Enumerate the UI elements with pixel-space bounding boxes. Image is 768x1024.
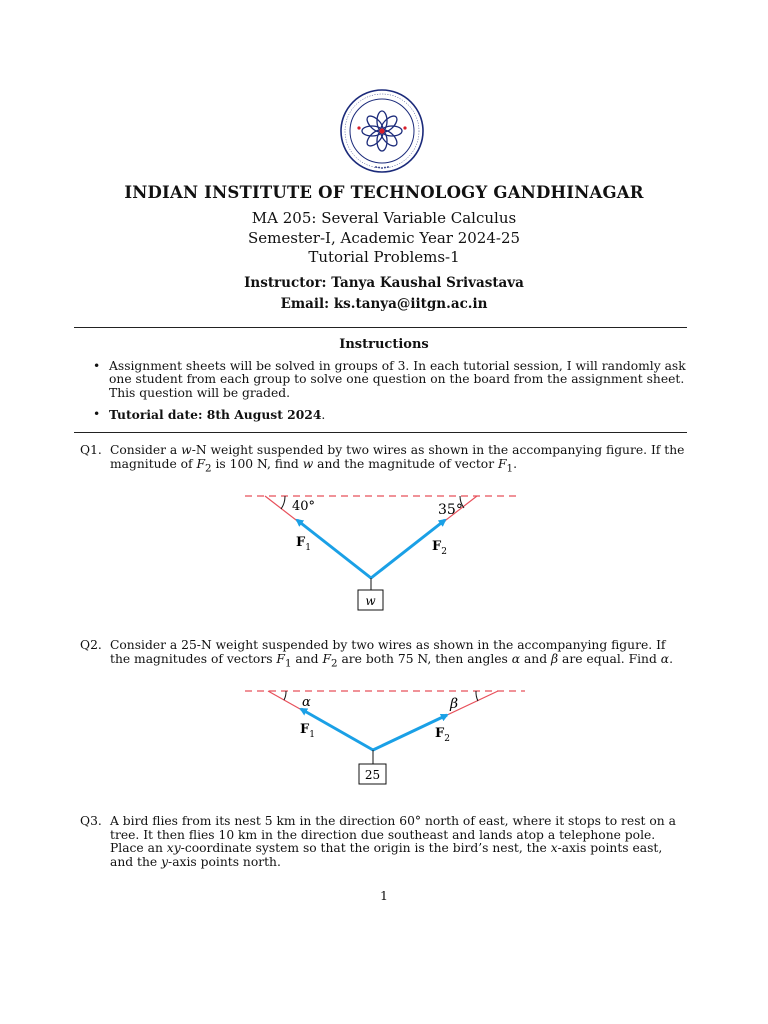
question-text: Consider a 25-N weight suspended by two wires as shown in the accompanying figure. If the magnitudes of vectors $F_1$ and $F_2$ are both 75 N, then angles α and β are equal. Find α. (110, 638, 673, 669)
figure-1 (240, 488, 520, 614)
angle-label-left: α (302, 695, 311, 710)
instructions-heading: Instructions (339, 337, 429, 352)
course-title: MA 205: Several Variable Calculus (251, 209, 517, 227)
angle-label-right: β (450, 696, 459, 712)
bullet-text: Assignment sheets will be solved in groups of 3. In each tutorial session, I will randomly ask one student from each group to solve one question on the board from the assignment sheet. This question will be graded. (109, 359, 686, 400)
question-number: Q2. (80, 638, 102, 652)
question-2 (80, 639, 688, 670)
instruction-bullet: • Tutorial date: 8th August 2024. (93, 407, 326, 422)
figure-2 (240, 684, 530, 788)
iitgn-logo (339, 88, 425, 174)
question-3 (80, 815, 688, 869)
tutorial-title: Tutorial Problems-1 (308, 248, 460, 266)
weight-label: w (365, 594, 376, 608)
divider-bottom (74, 432, 687, 433)
bullet-icon: • (93, 407, 101, 421)
angle-label-left: 40° (292, 499, 316, 514)
institute-name: INDIAN INSTITUTE OF TECHNOLOGY GANDHINAGAR (124, 183, 644, 202)
angle-arc-right (476, 691, 478, 701)
page-number: 1 (380, 888, 388, 903)
bullet-icon: • (93, 359, 101, 373)
question-number: Q3. (80, 814, 102, 828)
question-text: Consider a w-N weight suspended by two wires as shown in the accompanying figure. If the magnitude of $F_2$ is 100 N, find w and the magnitude of vector $F_1$. (110, 443, 685, 474)
f1-label: $F_1$ (300, 722, 315, 740)
instructor-line: Instructor: Tanya Kaushal Srivastava (244, 275, 524, 291)
instruction-bullet (93, 360, 688, 400)
question-text: A bird flies from its nest 5 km in the direction 60° north of east, where it stops to rest on a tree. It then flies 10 km in the direction due southeast and lands atop a telephone pole. Place an xy-coordinate system so that the origin is the bird’s nest, the x-axis points east, and the y-axis points north. (110, 814, 676, 869)
f2-label: $F_2$ (432, 539, 447, 557)
question-number: Q1. (80, 443, 102, 457)
divider-top (74, 327, 687, 328)
angle-arc-left (284, 691, 286, 700)
question-1 (80, 444, 688, 475)
email-line: Email: ks.tanya@iitgn.ac.in (280, 296, 488, 312)
semester-line: Semester-I, Academic Year 2024-25 (247, 229, 521, 247)
angle-arc-left (281, 496, 285, 509)
angle-label-right: 35° (438, 502, 463, 518)
f1-label: $F_1$ (296, 535, 311, 553)
weight-label: 25 (364, 768, 381, 782)
tutorial-date: Tutorial date: 8th August 2024 (109, 407, 322, 422)
f2-label: $F_2$ (435, 726, 450, 744)
